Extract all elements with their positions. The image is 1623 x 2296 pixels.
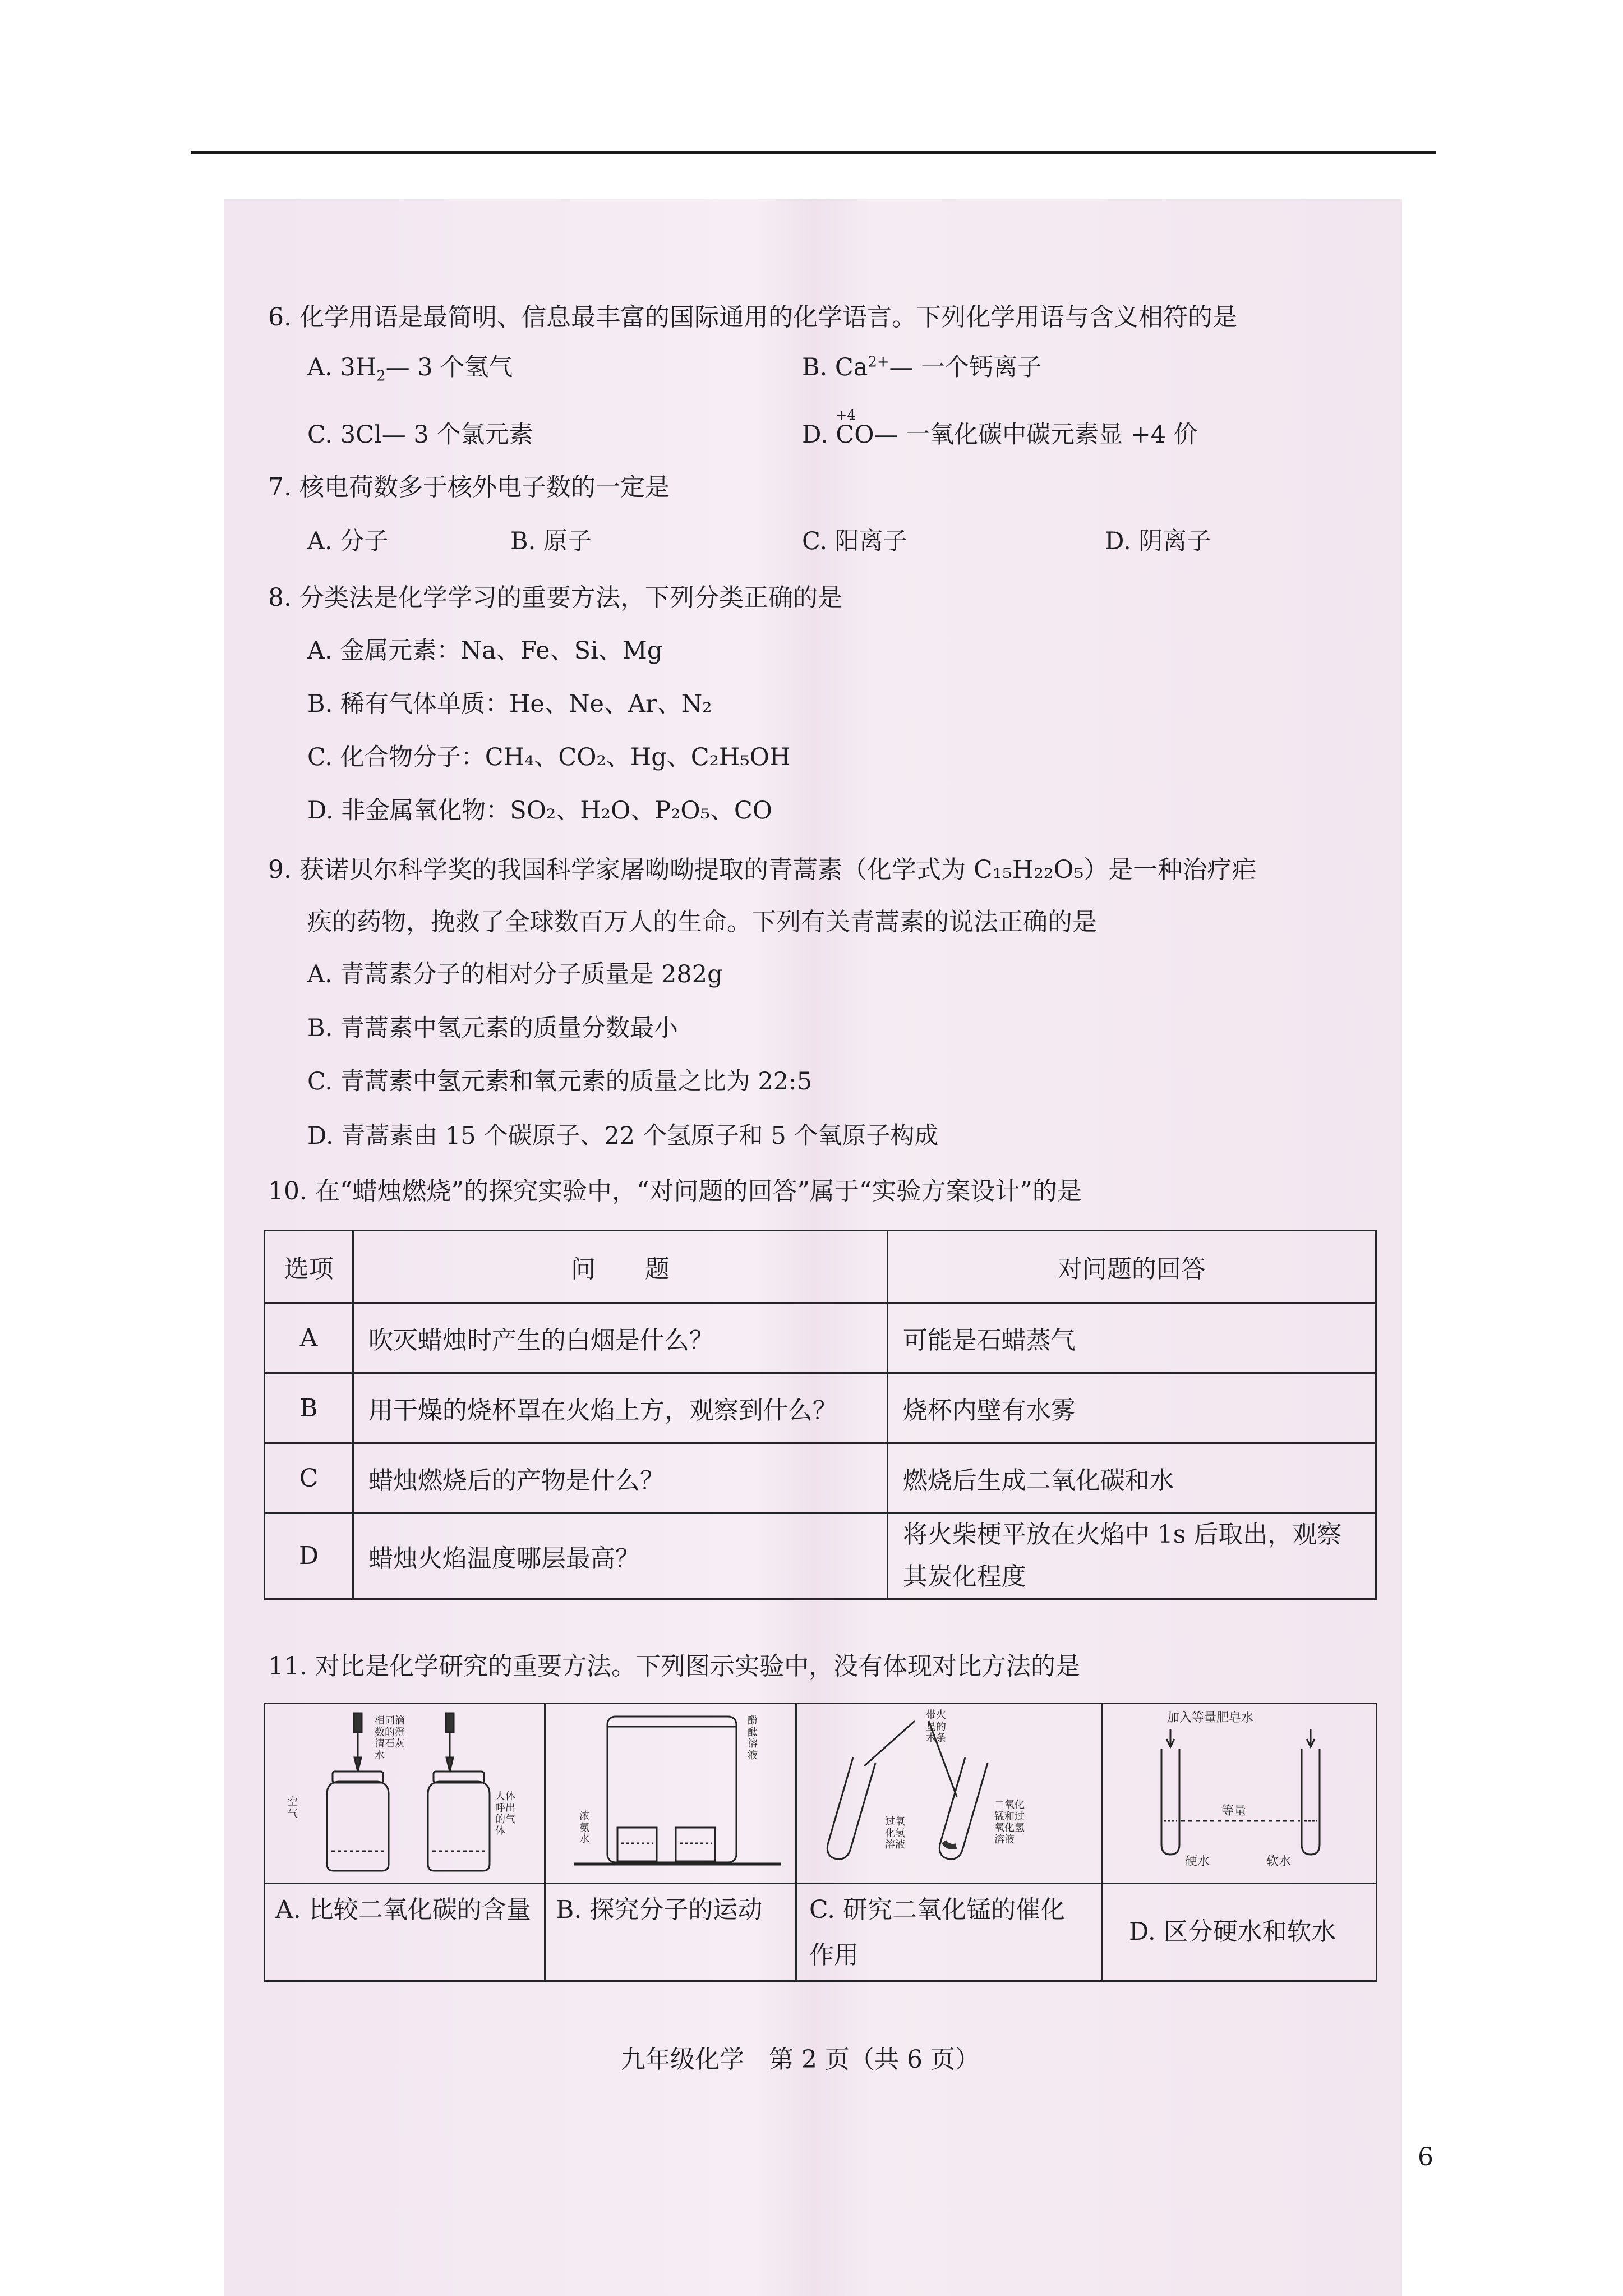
panel-d-drawing	[1103, 1704, 1376, 1883]
label-soft-water: 软水	[1266, 1855, 1292, 1869]
caption-b: B. 探究分子的运动	[556, 1895, 763, 1924]
label-air: 空 气	[288, 1796, 298, 1820]
panel-c-drawing	[797, 1704, 1101, 1883]
q10-table	[264, 1230, 1377, 1600]
row-answer: 将火柴梗平放在火焰中 1s 后取出，观察其炭化程度	[887, 1513, 1376, 1599]
caption-a: A. 比较二氧化碳的含量	[275, 1895, 531, 1924]
caption-c: C. 研究二氧化锰的催化作用	[809, 1895, 1066, 1970]
q6-option-d: D. +4 CO— 一氧化碳中碳元素显 +4 价	[802, 407, 1198, 449]
q11-stem: 11. 对比是化学研究的重要方法。下列图示实验中，没有体现对比方法的是	[268, 1652, 1080, 1681]
row-option: A	[265, 1303, 353, 1373]
table-row	[265, 1513, 1376, 1599]
q10-stem: 10. 在“蜡烛燃烧”的探究实验中，“对问题的回答”属于“实验方案设计”的是	[268, 1177, 1082, 1205]
row-option: D	[265, 1513, 353, 1599]
panel-b-drawing	[546, 1704, 795, 1883]
q9-stem-line1: 9. 获诺贝尔科学奖的我国科学家屠呦呦提取的青蒿素（化学式为 C₁₅H₂₂O₅）是一种治疗疟	[268, 855, 1257, 884]
table-header-row	[265, 1231, 1376, 1303]
q8-option-c: C. 化合物分子：CH₄、CO₂、Hg、C₂H₅OH	[307, 743, 791, 771]
label-ammonia: 浓 氨 水	[579, 1810, 589, 1846]
header-rule	[191, 151, 1436, 154]
q7-option-b: B. 原子	[510, 527, 592, 555]
row-answer: 可能是石蜡蒸气	[887, 1303, 1376, 1373]
q8-stem: 8. 分类法是化学学习的重要方法，下列分类正确的是	[268, 583, 842, 612]
row-answer: 燃烧后生成二氧化碳和水	[887, 1443, 1376, 1513]
page-footer: 九年级化学 第 2 页（共 6 页）	[621, 2045, 980, 2074]
oxidation-state: +4	[836, 407, 856, 423]
table-row	[265, 1373, 1376, 1443]
row-question: 蜡烛燃烧后的产物是什么？	[353, 1443, 887, 1513]
header-option: 选项	[265, 1231, 353, 1303]
table-row	[265, 1443, 1376, 1513]
q9-stem-line2: 疾的药物，挽救了全球数百万人的生命。下列有关青蒿素的说法正确的是	[307, 908, 1097, 936]
q6-option-a: A. $3H_2—$ 3 个氢气	[307, 353, 513, 385]
q8-option-d: D. 非金属氧化物：SO₂、H₂O、P₂O₅、CO	[307, 797, 773, 825]
label-phenolphthalein: 酚 酞 溶 液	[748, 1715, 758, 1762]
q7-stem: 7. 核电荷数多于核外电子数的一定是	[268, 473, 670, 501]
table-row	[265, 1303, 1376, 1373]
label-mno2-peroxide: 二氧化 锰和过 氧化氢 溶液	[994, 1799, 1025, 1846]
label-exhaled-gas: 人体 呼出 的气 体	[495, 1791, 515, 1838]
caption-d: D. 区分硬水和软水	[1129, 1917, 1336, 1946]
q6-option-b: B. $Ca^{2+}—$ 一个钙离子	[802, 353, 1042, 381]
q7-option-c: C. 阳离子	[802, 527, 907, 555]
q9-option-b: B. 青蒿素中氢元素的质量分数最小	[307, 1014, 678, 1042]
q6-stem: 6. 化学用语是最简明、信息最丰富的国际通用的化学语言。下列化学用语与含义相符的是	[268, 303, 1237, 332]
q9-option-d: D. 青蒿素由 15 个碳原子、22 个氢原子和 5 个氧原子构成	[307, 1122, 939, 1150]
row-question: 用干燥的烧杯罩在火焰上方，观察到什么？	[353, 1373, 887, 1443]
row-question: 吹灭蜡烛时产生的白烟是什么？	[353, 1303, 887, 1373]
header-question: 问 题	[353, 1231, 887, 1303]
q8-option-b: B. 稀有气体单质：He、Ne、Ar、N₂	[307, 690, 712, 718]
q9-option-c: C. 青蒿素中氢元素和氧元素的质量之比为 22:5	[307, 1068, 812, 1096]
q8-option-a: A. 金属元素：Na、Fe、Si、Mg	[307, 637, 663, 665]
label-soap-water: 加入等量肥皂水	[1167, 1711, 1254, 1725]
q6-option-c: C. 3Cl— 3 个氯元素	[307, 421, 533, 449]
q11-figure	[264, 1703, 1377, 1982]
caption-divider	[265, 1883, 1376, 1884]
label-equal-amount: 等量	[1221, 1804, 1247, 1818]
row-option: B	[265, 1373, 353, 1443]
row-question: 蜡烛火焰温度哪层最高？	[353, 1513, 887, 1599]
label-hard-water: 硬水	[1185, 1855, 1210, 1869]
q9-option-a: A. 青蒿素分子的相对分子质量是 282g	[307, 960, 723, 988]
label-limewater: 相同滴 数的澄 清石灰 水	[375, 1715, 405, 1762]
label-glowing-splint: 带火 星的 木条	[926, 1709, 946, 1745]
page-number: 6	[1418, 2143, 1433, 2171]
label-hydrogen-peroxide: 过氧 化氢 溶液	[885, 1816, 905, 1851]
q7-option-a: A. 分子	[307, 527, 389, 555]
row-option: C	[265, 1443, 353, 1513]
q7-option-d: D. 阴离子	[1105, 527, 1211, 555]
row-answer: 烧杯内壁有水雾	[887, 1373, 1376, 1443]
header-answer: 对问题的回答	[887, 1231, 1376, 1303]
